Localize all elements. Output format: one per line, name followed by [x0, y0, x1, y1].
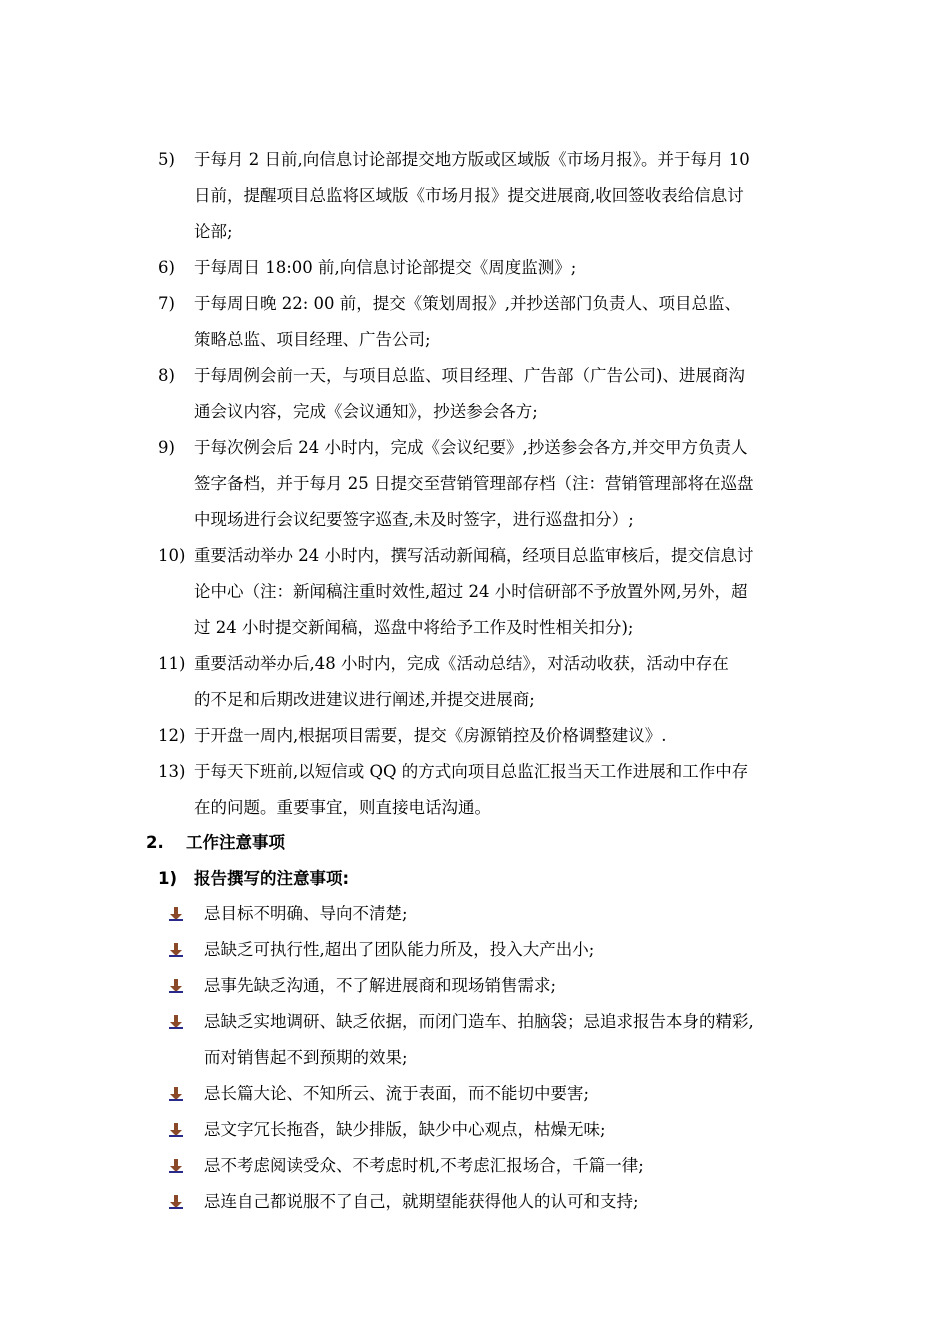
bullet-text-line: 而对销售起不到预期的效果; — [204, 1048, 408, 1067]
item-text-line: 的不足和后期改进建议进行阐述,并提交进展商; — [194, 690, 535, 709]
list-item — [158, 718, 848, 754]
item-text-line: 中现场进行会议纪要签字巡查,未及时签字，进行巡盘扣分）; — [194, 510, 634, 529]
bullet-text-line: 忌事先缺乏沟通，不了解进展商和现场销售需求; — [204, 976, 557, 995]
subsection-title: 报告撰写的注意事项: — [194, 869, 350, 888]
list-item — [158, 358, 848, 430]
arrow-down-bullet-icon — [168, 1122, 184, 1138]
item-number: 9) — [158, 438, 175, 457]
bullet-item — [168, 968, 853, 1004]
item-text-line: 于每周例会前一天，与项目总监、项目经理、广告部（广告公司)、进展商沟 — [194, 366, 745, 385]
item-text-line: 于每次例会后 24 小时内，完成《会议纪要》,抄送参会各方,并交甲方负责人 — [194, 438, 748, 457]
item-text-line: 于每周日晚 22: 00 前，提交《策划周报》,并抄送部门负责人、项目总监、 — [194, 294, 742, 313]
item-number: 12) — [158, 726, 186, 745]
section-title: 工作注意事项 — [186, 833, 285, 852]
item-text-line: 于开盘一周内,根据项目需要，提交《房源销控及价格调整建议》. — [194, 726, 667, 745]
list-item — [158, 286, 848, 358]
arrow-down-bullet-icon — [168, 1194, 184, 1210]
item-text-line: 论中心（注：新闻稿注重时效性,超过 24 小时信研部不予放置外网,另外，超 — [194, 582, 748, 601]
section-number: 2. — [146, 833, 164, 852]
arrow-down-bullet-icon — [168, 978, 184, 994]
bullet-item — [168, 1184, 853, 1220]
bullet-text-line: 忌缺乏可执行性,超出了团队能力所及，投入大产出小; — [204, 940, 595, 959]
bullet-item — [168, 1112, 853, 1148]
item-text-line: 通会议内容，完成《会议通知》，抄送参会各方; — [194, 402, 538, 421]
list-item — [158, 754, 848, 826]
bullet-item — [168, 896, 853, 932]
item-text-line: 日前，提醒项目总监将区域版《市场月报》提交进展商,收回签收表给信息讨 — [194, 186, 744, 205]
bullet-item — [168, 1148, 853, 1184]
bullet-text-line: 忌连自己都说服不了自己，就期望能获得他人的认可和支持; — [204, 1192, 639, 1211]
bullet-text-line: 忌缺乏实地调研、缺乏依据，而闭门造车、拍脑袋；忌追求报告本身的精彩, — [204, 1012, 754, 1031]
arrow-down-bullet-icon — [168, 906, 184, 922]
item-number: 13) — [158, 762, 186, 781]
section-heading — [146, 825, 285, 861]
item-text-line: 过 24 小时提交新闻稿，巡盘中将给予工作及时性相关扣分); — [194, 618, 634, 637]
item-text-line: 论部; — [194, 222, 233, 241]
item-text-line: 重要活动举办后,48 小时内，完成《活动总结》，对活动收获，活动中存在 — [194, 654, 729, 673]
list-item — [158, 646, 848, 718]
item-number: 8) — [158, 366, 175, 385]
arrow-down-bullet-icon — [168, 1014, 184, 1030]
bullet-text-line: 忌目标不明确、导向不清楚; — [204, 904, 408, 923]
subsection-number: 1) — [158, 869, 178, 888]
arrow-down-bullet-icon — [168, 1086, 184, 1102]
list-item — [158, 430, 848, 538]
item-text-line: 在的问题。重要事宜，则直接电话沟通。 — [194, 798, 491, 817]
item-number: 5) — [158, 150, 175, 169]
arrow-down-bullet-icon — [168, 1158, 184, 1174]
list-item — [158, 538, 848, 646]
item-number: 7) — [158, 294, 175, 313]
item-number: 10) — [158, 546, 186, 565]
bullet-text-line: 忌不考虑阅读受众、不考虑时机,不考虑汇报场合，千篇一律; — [204, 1156, 644, 1175]
item-text-line: 于每月 2 日前,向信息讨论部提交地方版或区域版《市场月报》。并于每月 10 — [194, 150, 750, 169]
list-item — [158, 250, 848, 286]
bullet-text-line: 忌文字冗长拖沓，缺少排版，缺少中心观点，枯燥无味; — [204, 1120, 606, 1139]
subsection-heading — [158, 861, 349, 897]
item-text-line: 重要活动举办 24 小时内，撰写活动新闻稿，经项目总监审核后，提交信息讨 — [194, 546, 754, 565]
item-text-line: 于每周日 18:00 前,向信息讨论部提交《周度监测》; — [194, 258, 577, 277]
item-number: 6) — [158, 258, 175, 277]
bullet-item — [168, 1004, 853, 1076]
bullet-item — [168, 1076, 853, 1112]
item-text-line: 签字备档，并于每月 25 日提交至营销管理部存档（注：营销管理部将在巡盘 — [194, 474, 754, 493]
bullet-item — [168, 932, 853, 968]
item-text-line: 策略总监、项目经理、广告公司; — [194, 330, 431, 349]
item-text-line: 于每天下班前,以短信或 QQ 的方式向项目总监汇报当天工作进展和工作中存 — [194, 762, 749, 781]
bullet-text-line: 忌长篇大论、不知所云、流于表面，而不能切中要害; — [204, 1084, 590, 1103]
list-item — [158, 142, 848, 250]
arrow-down-bullet-icon — [168, 942, 184, 958]
item-number: 11) — [158, 654, 186, 673]
